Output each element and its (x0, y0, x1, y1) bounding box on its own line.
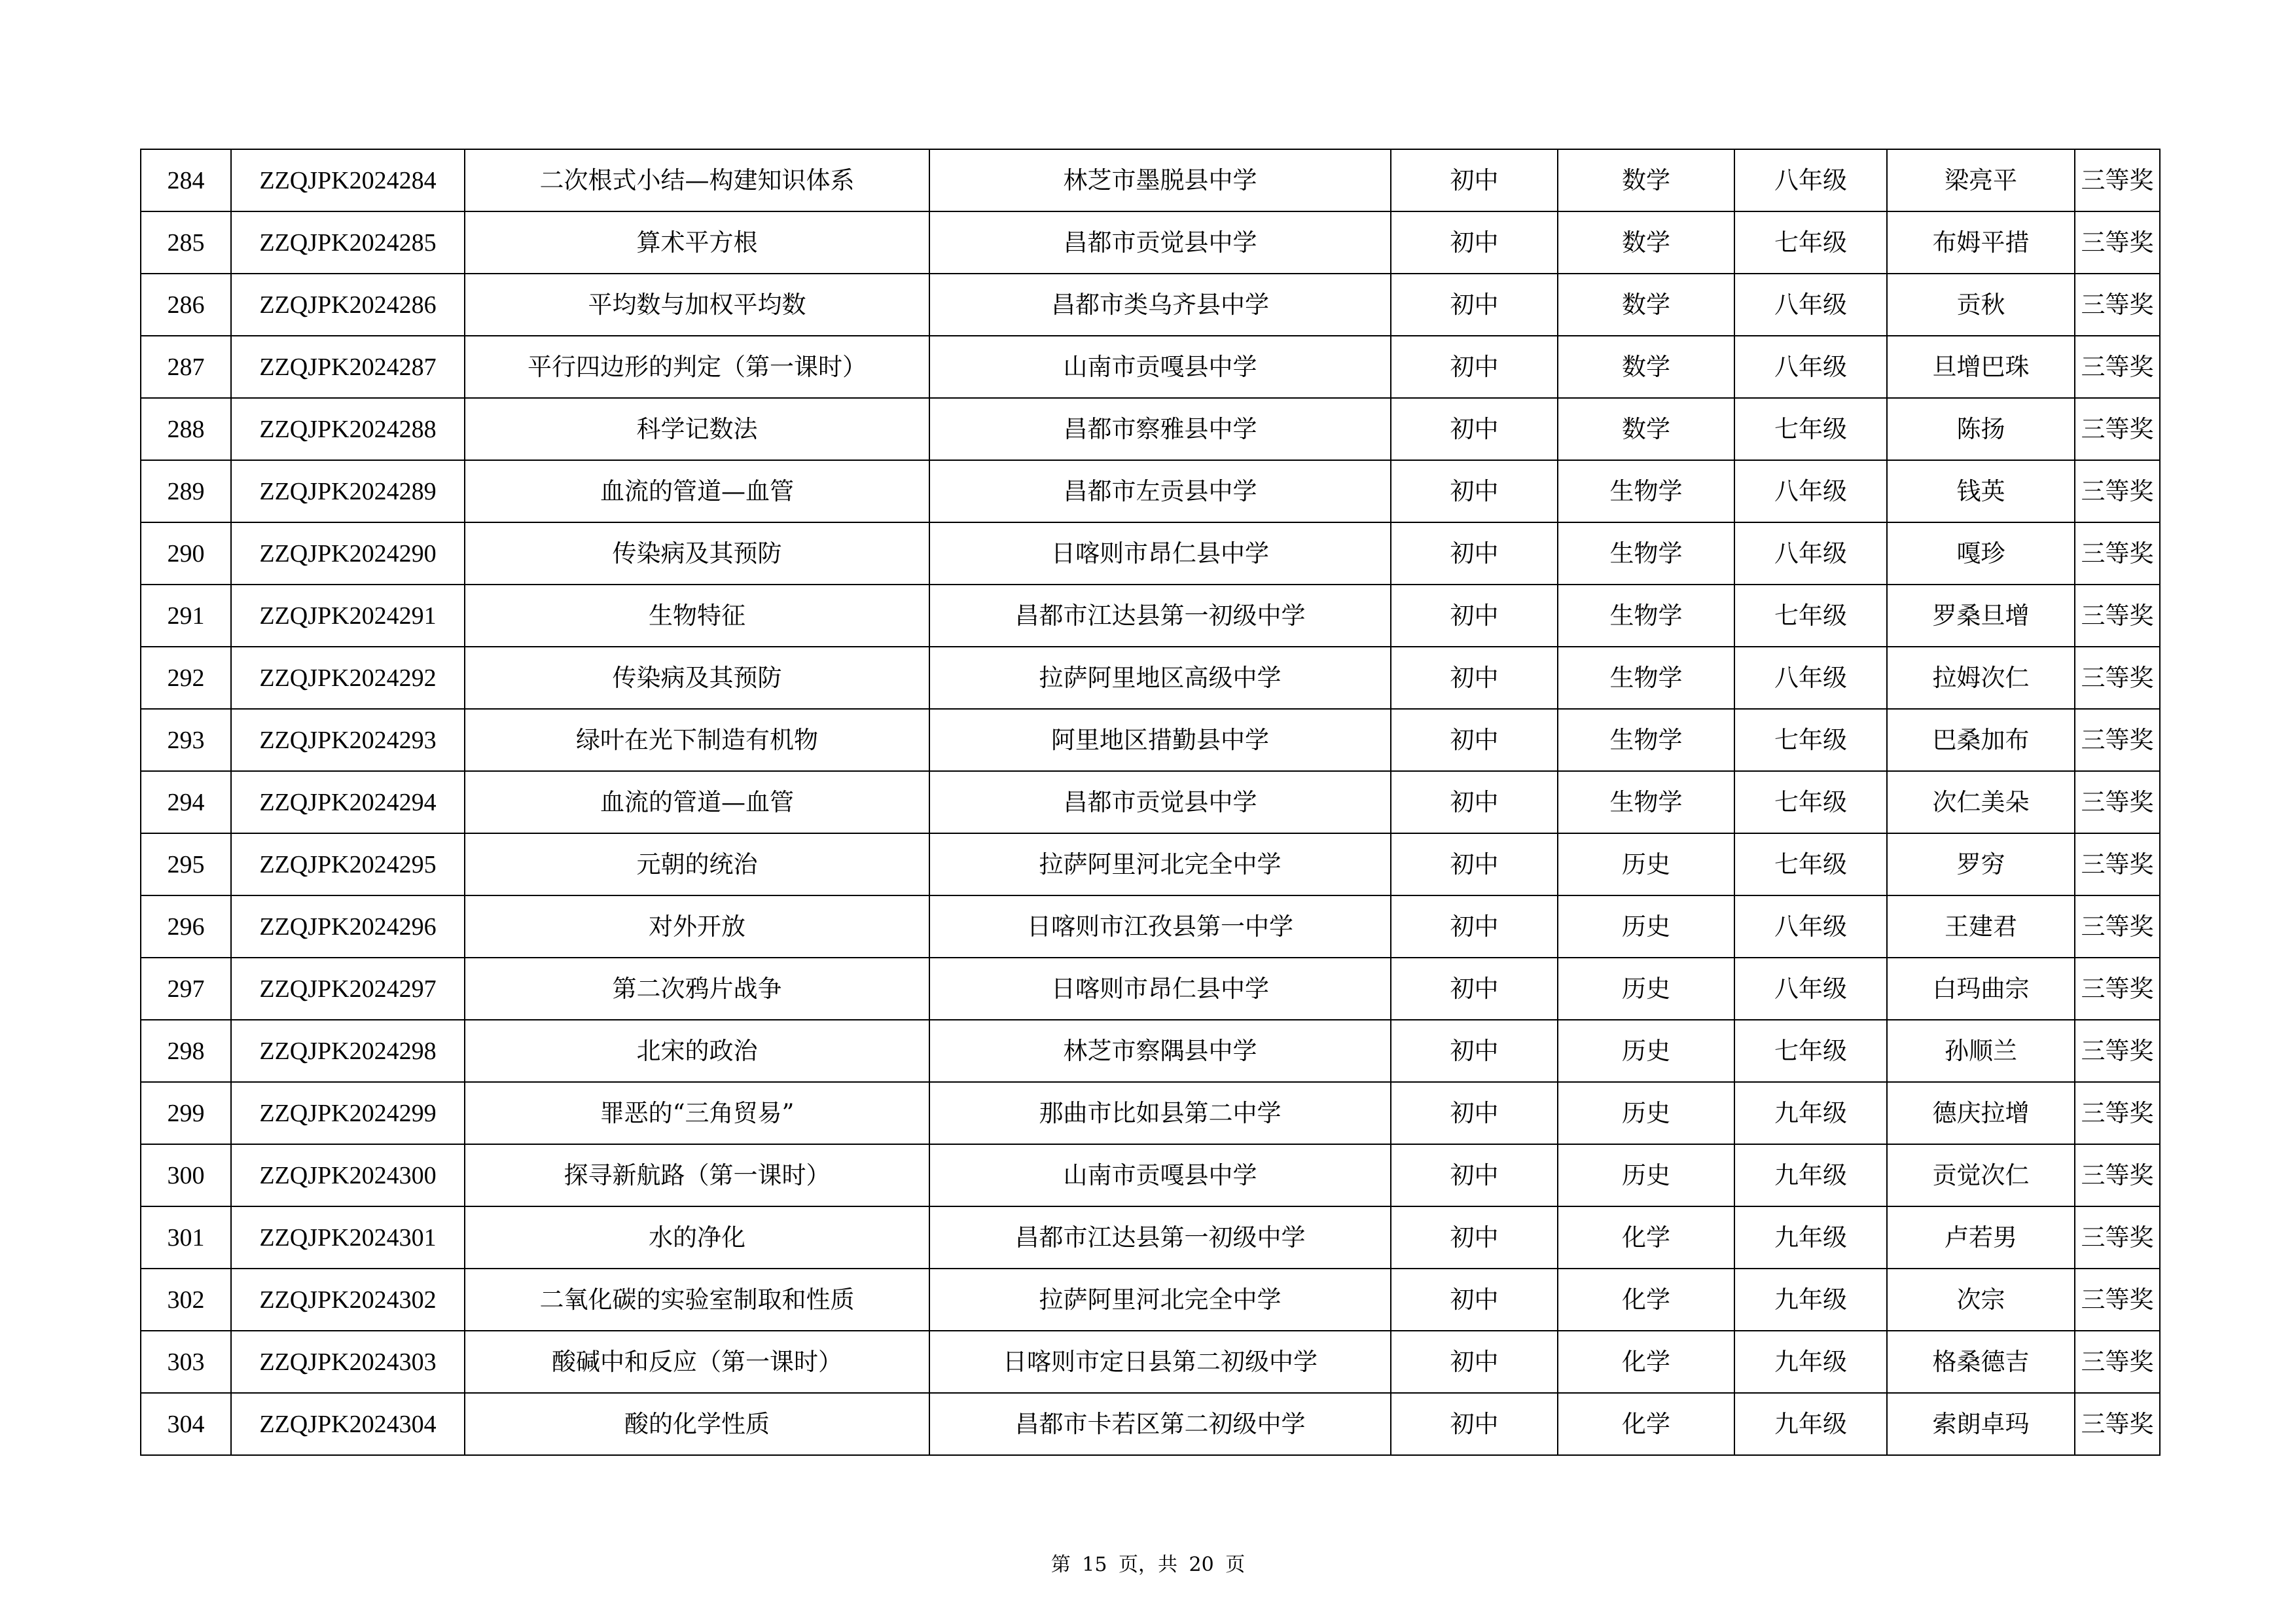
project-code-cell: ZZQJPK2024287 (231, 336, 465, 398)
school-level-cell: 初中 (1391, 1082, 1558, 1144)
awards-table (140, 149, 2161, 1456)
table-row (141, 958, 2160, 1020)
row-number-cell: 300 (141, 1144, 231, 1206)
project-code-cell: ZZQJPK2024299 (231, 1082, 465, 1144)
school-name-cell: 昌都市江达县第一初级中学 (929, 585, 1391, 647)
lesson-title-cell: 第二次鸦片战争 (465, 958, 929, 1020)
lesson-title-cell: 传染病及其预防 (465, 522, 929, 585)
award-level-cell: 三等奖 (2075, 274, 2160, 336)
teacher-name-cell: 王建君 (1887, 895, 2075, 958)
teacher-name-cell: 次宗 (1887, 1269, 2075, 1331)
lesson-title-cell: 二氧化碳的实验室制取和性质 (465, 1269, 929, 1331)
teacher-name-cell: 贡秋 (1887, 274, 2075, 336)
school-name-cell: 拉萨阿里地区高级中学 (929, 647, 1391, 709)
table-row (141, 460, 2160, 522)
school-level-cell: 初中 (1391, 398, 1558, 460)
project-code-cell: ZZQJPK2024293 (231, 709, 465, 771)
grade-cell: 八年级 (1734, 647, 1887, 709)
school-level-cell: 初中 (1391, 149, 1558, 211)
school-level-cell: 初中 (1391, 274, 1558, 336)
table-row (141, 149, 2160, 211)
award-level-cell: 三等奖 (2075, 958, 2160, 1020)
row-number-cell: 296 (141, 895, 231, 958)
row-number-cell: 289 (141, 460, 231, 522)
table-row (141, 1144, 2160, 1206)
row-number-cell: 285 (141, 211, 231, 274)
award-level-cell: 三等奖 (2075, 398, 2160, 460)
award-level-cell: 三等奖 (2075, 336, 2160, 398)
teacher-name-cell: 拉姆次仁 (1887, 647, 2075, 709)
row-number-cell: 295 (141, 833, 231, 895)
row-number-cell: 284 (141, 149, 231, 211)
table-row (141, 1393, 2160, 1455)
school-name-cell: 日喀则市昂仁县中学 (929, 958, 1391, 1020)
table-row (141, 771, 2160, 833)
table-row (141, 1206, 2160, 1269)
school-name-cell: 山南市贡嘎县中学 (929, 1144, 1391, 1206)
row-number-cell: 293 (141, 709, 231, 771)
award-level-cell: 三等奖 (2075, 1082, 2160, 1144)
table-row (141, 833, 2160, 895)
school-level-cell: 初中 (1391, 771, 1558, 833)
subject-cell: 化学 (1558, 1393, 1734, 1455)
project-code-cell: ZZQJPK2024303 (231, 1331, 465, 1393)
lesson-title-cell: 平行四边形的判定（第一课时） (465, 336, 929, 398)
row-number-cell: 298 (141, 1020, 231, 1082)
award-level-cell: 三等奖 (2075, 833, 2160, 895)
table-row (141, 709, 2160, 771)
grade-cell: 八年级 (1734, 895, 1887, 958)
grade-cell: 九年级 (1734, 1082, 1887, 1144)
row-number-cell: 304 (141, 1393, 231, 1455)
teacher-name-cell: 旦增巴珠 (1887, 336, 2075, 398)
table-row (141, 895, 2160, 958)
school-name-cell: 那曲市比如县第二中学 (929, 1082, 1391, 1144)
project-code-cell: ZZQJPK2024291 (231, 585, 465, 647)
project-code-cell: ZZQJPK2024288 (231, 398, 465, 460)
row-number-cell: 291 (141, 585, 231, 647)
lesson-title-cell: 元朝的统治 (465, 833, 929, 895)
subject-cell: 历史 (1558, 833, 1734, 895)
award-level-cell: 三等奖 (2075, 1269, 2160, 1331)
award-level-cell: 三等奖 (2075, 709, 2160, 771)
school-name-cell: 林芝市察隅县中学 (929, 1020, 1391, 1082)
grade-cell: 九年级 (1734, 1269, 1887, 1331)
school-name-cell: 林芝市墨脱县中学 (929, 149, 1391, 211)
school-level-cell: 初中 (1391, 709, 1558, 771)
subject-cell: 数学 (1558, 149, 1734, 211)
school-level-cell: 初中 (1391, 585, 1558, 647)
table-row (141, 1331, 2160, 1393)
grade-cell: 七年级 (1734, 1020, 1887, 1082)
subject-cell: 数学 (1558, 398, 1734, 460)
school-level-cell: 初中 (1391, 895, 1558, 958)
lesson-title-cell: 探寻新航路（第一课时） (465, 1144, 929, 1206)
table-row (141, 211, 2160, 274)
project-code-cell: ZZQJPK2024294 (231, 771, 465, 833)
school-name-cell: 昌都市贡觉县中学 (929, 771, 1391, 833)
school-name-cell: 昌都市左贡县中学 (929, 460, 1391, 522)
lesson-title-cell: 酸碱中和反应（第一课时） (465, 1331, 929, 1393)
award-level-cell: 三等奖 (2075, 1020, 2160, 1082)
grade-cell: 八年级 (1734, 522, 1887, 585)
row-number-cell: 287 (141, 336, 231, 398)
award-level-cell: 三等奖 (2075, 585, 2160, 647)
subject-cell: 生物学 (1558, 460, 1734, 522)
school-name-cell: 日喀则市昂仁县中学 (929, 522, 1391, 585)
project-code-cell: ZZQJPK2024289 (231, 460, 465, 522)
teacher-name-cell: 罗穷 (1887, 833, 2075, 895)
subject-cell: 生物学 (1558, 709, 1734, 771)
award-level-cell: 三等奖 (2075, 895, 2160, 958)
project-code-cell: ZZQJPK2024301 (231, 1206, 465, 1269)
project-code-cell: ZZQJPK2024298 (231, 1020, 465, 1082)
teacher-name-cell: 罗桑旦增 (1887, 585, 2075, 647)
school-level-cell: 初中 (1391, 1393, 1558, 1455)
subject-cell: 数学 (1558, 336, 1734, 398)
teacher-name-cell: 次仁美朵 (1887, 771, 2075, 833)
grade-cell: 九年级 (1734, 1144, 1887, 1206)
subject-cell: 生物学 (1558, 647, 1734, 709)
school-name-cell: 昌都市江达县第一初级中学 (929, 1206, 1391, 1269)
lesson-title-cell: 平均数与加权平均数 (465, 274, 929, 336)
table-row (141, 1269, 2160, 1331)
subject-cell: 数学 (1558, 211, 1734, 274)
subject-cell: 历史 (1558, 1144, 1734, 1206)
grade-cell: 七年级 (1734, 709, 1887, 771)
project-code-cell: ZZQJPK2024296 (231, 895, 465, 958)
grade-cell: 七年级 (1734, 771, 1887, 833)
award-level-cell: 三等奖 (2075, 771, 2160, 833)
grade-cell: 八年级 (1734, 958, 1887, 1020)
row-number-cell: 302 (141, 1269, 231, 1331)
grade-cell: 八年级 (1734, 336, 1887, 398)
grade-cell: 七年级 (1734, 585, 1887, 647)
subject-cell: 数学 (1558, 274, 1734, 336)
project-code-cell: ZZQJPK2024302 (231, 1269, 465, 1331)
school-level-cell: 初中 (1391, 1331, 1558, 1393)
school-level-cell: 初中 (1391, 1144, 1558, 1206)
award-level-cell: 三等奖 (2075, 460, 2160, 522)
school-level-cell: 初中 (1391, 336, 1558, 398)
school-name-cell: 日喀则市定日县第二初级中学 (929, 1331, 1391, 1393)
grade-cell: 九年级 (1734, 1393, 1887, 1455)
school-level-cell: 初中 (1391, 1206, 1558, 1269)
subject-cell: 历史 (1558, 1082, 1734, 1144)
row-number-cell: 292 (141, 647, 231, 709)
row-number-cell: 286 (141, 274, 231, 336)
row-number-cell: 303 (141, 1331, 231, 1393)
row-number-cell: 301 (141, 1206, 231, 1269)
subject-cell: 化学 (1558, 1269, 1734, 1331)
row-number-cell: 299 (141, 1082, 231, 1144)
award-level-cell: 三等奖 (2075, 1393, 2160, 1455)
lesson-title-cell: 算术平方根 (465, 211, 929, 274)
award-level-cell: 三等奖 (2075, 647, 2160, 709)
grade-cell: 八年级 (1734, 274, 1887, 336)
teacher-name-cell: 巴桑加布 (1887, 709, 2075, 771)
lesson-title-cell: 对外开放 (465, 895, 929, 958)
school-name-cell: 昌都市察雅县中学 (929, 398, 1391, 460)
lesson-title-cell: 水的净化 (465, 1206, 929, 1269)
table-row (141, 1082, 2160, 1144)
project-code-cell: ZZQJPK2024292 (231, 647, 465, 709)
lesson-title-cell: 科学记数法 (465, 398, 929, 460)
teacher-name-cell: 贡觉次仁 (1887, 1144, 2075, 1206)
lesson-title-cell: 罪恶的“三角贸易” (465, 1082, 929, 1144)
teacher-name-cell: 嘎珍 (1887, 522, 2075, 585)
grade-cell: 九年级 (1734, 1331, 1887, 1393)
project-code-cell: ZZQJPK2024284 (231, 149, 465, 211)
lesson-title-cell: 生物特征 (465, 585, 929, 647)
subject-cell: 历史 (1558, 1020, 1734, 1082)
subject-cell: 生物学 (1558, 771, 1734, 833)
award-level-cell: 三等奖 (2075, 149, 2160, 211)
school-level-cell: 初中 (1391, 833, 1558, 895)
grade-cell: 七年级 (1734, 833, 1887, 895)
table-row (141, 522, 2160, 585)
school-level-cell: 初中 (1391, 522, 1558, 585)
subject-cell: 化学 (1558, 1206, 1734, 1269)
teacher-name-cell: 卢若男 (1887, 1206, 2075, 1269)
project-code-cell: ZZQJPK2024290 (231, 522, 465, 585)
project-code-cell: ZZQJPK2024304 (231, 1393, 465, 1455)
lesson-title-cell: 传染病及其预防 (465, 647, 929, 709)
school-name-cell: 阿里地区措勤县中学 (929, 709, 1391, 771)
teacher-name-cell: 钱英 (1887, 460, 2075, 522)
teacher-name-cell: 德庆拉增 (1887, 1082, 2075, 1144)
school-level-cell: 初中 (1391, 958, 1558, 1020)
school-level-cell: 初中 (1391, 1020, 1558, 1082)
row-number-cell: 294 (141, 771, 231, 833)
grade-cell: 八年级 (1734, 149, 1887, 211)
teacher-name-cell: 白玛曲宗 (1887, 958, 2075, 1020)
lesson-title-cell: 血流的管道—血管 (465, 771, 929, 833)
award-level-cell: 三等奖 (2075, 1206, 2160, 1269)
teacher-name-cell: 孙顺兰 (1887, 1020, 2075, 1082)
table-body (141, 149, 2160, 1455)
school-level-cell: 初中 (1391, 1269, 1558, 1331)
teacher-name-cell: 格桑德吉 (1887, 1331, 2075, 1393)
lesson-title-cell: 血流的管道—血管 (465, 460, 929, 522)
row-number-cell: 290 (141, 522, 231, 585)
row-number-cell: 288 (141, 398, 231, 460)
subject-cell: 化学 (1558, 1331, 1734, 1393)
school-level-cell: 初中 (1391, 647, 1558, 709)
teacher-name-cell: 索朗卓玛 (1887, 1393, 2075, 1455)
project-code-cell: ZZQJPK2024285 (231, 211, 465, 274)
table-row (141, 398, 2160, 460)
grade-cell: 八年级 (1734, 460, 1887, 522)
lesson-title-cell: 北宋的政治 (465, 1020, 929, 1082)
table-row (141, 1020, 2160, 1082)
grade-cell: 七年级 (1734, 211, 1887, 274)
school-name-cell: 昌都市贡觉县中学 (929, 211, 1391, 274)
table-row (141, 336, 2160, 398)
project-code-cell: ZZQJPK2024300 (231, 1144, 465, 1206)
subject-cell: 历史 (1558, 958, 1734, 1020)
award-level-cell: 三等奖 (2075, 1144, 2160, 1206)
subject-cell: 生物学 (1558, 522, 1734, 585)
school-name-cell: 昌都市类乌齐县中学 (929, 274, 1391, 336)
subject-cell: 历史 (1558, 895, 1734, 958)
school-name-cell: 日喀则市江孜县第一中学 (929, 895, 1391, 958)
page-footer: 第 15 页，共 20 页 (1050, 1553, 1246, 1576)
row-number-cell: 297 (141, 958, 231, 1020)
project-code-cell: ZZQJPK2024286 (231, 274, 465, 336)
school-level-cell: 初中 (1391, 211, 1558, 274)
teacher-name-cell: 布姆平措 (1887, 211, 2075, 274)
school-name-cell: 拉萨阿里河北完全中学 (929, 833, 1391, 895)
project-code-cell: ZZQJPK2024295 (231, 833, 465, 895)
lesson-title-cell: 酸的化学性质 (465, 1393, 929, 1455)
project-code-cell: ZZQJPK2024297 (231, 958, 465, 1020)
school-level-cell: 初中 (1391, 460, 1558, 522)
school-name-cell: 山南市贡嘎县中学 (929, 336, 1391, 398)
school-name-cell: 昌都市卡若区第二初级中学 (929, 1393, 1391, 1455)
award-level-cell: 三等奖 (2075, 522, 2160, 585)
lesson-title-cell: 绿叶在光下制造有机物 (465, 709, 929, 771)
teacher-name-cell: 梁亮平 (1887, 149, 2075, 211)
award-level-cell: 三等奖 (2075, 211, 2160, 274)
grade-cell: 七年级 (1734, 398, 1887, 460)
award-level-cell: 三等奖 (2075, 1331, 2160, 1393)
table-row (141, 585, 2160, 647)
lesson-title-cell: 二次根式小结—构建知识体系 (465, 149, 929, 211)
teacher-name-cell: 陈扬 (1887, 398, 2075, 460)
table-row (141, 647, 2160, 709)
subject-cell: 生物学 (1558, 585, 1734, 647)
table-row (141, 274, 2160, 336)
school-name-cell: 拉萨阿里河北完全中学 (929, 1269, 1391, 1331)
grade-cell: 九年级 (1734, 1206, 1887, 1269)
